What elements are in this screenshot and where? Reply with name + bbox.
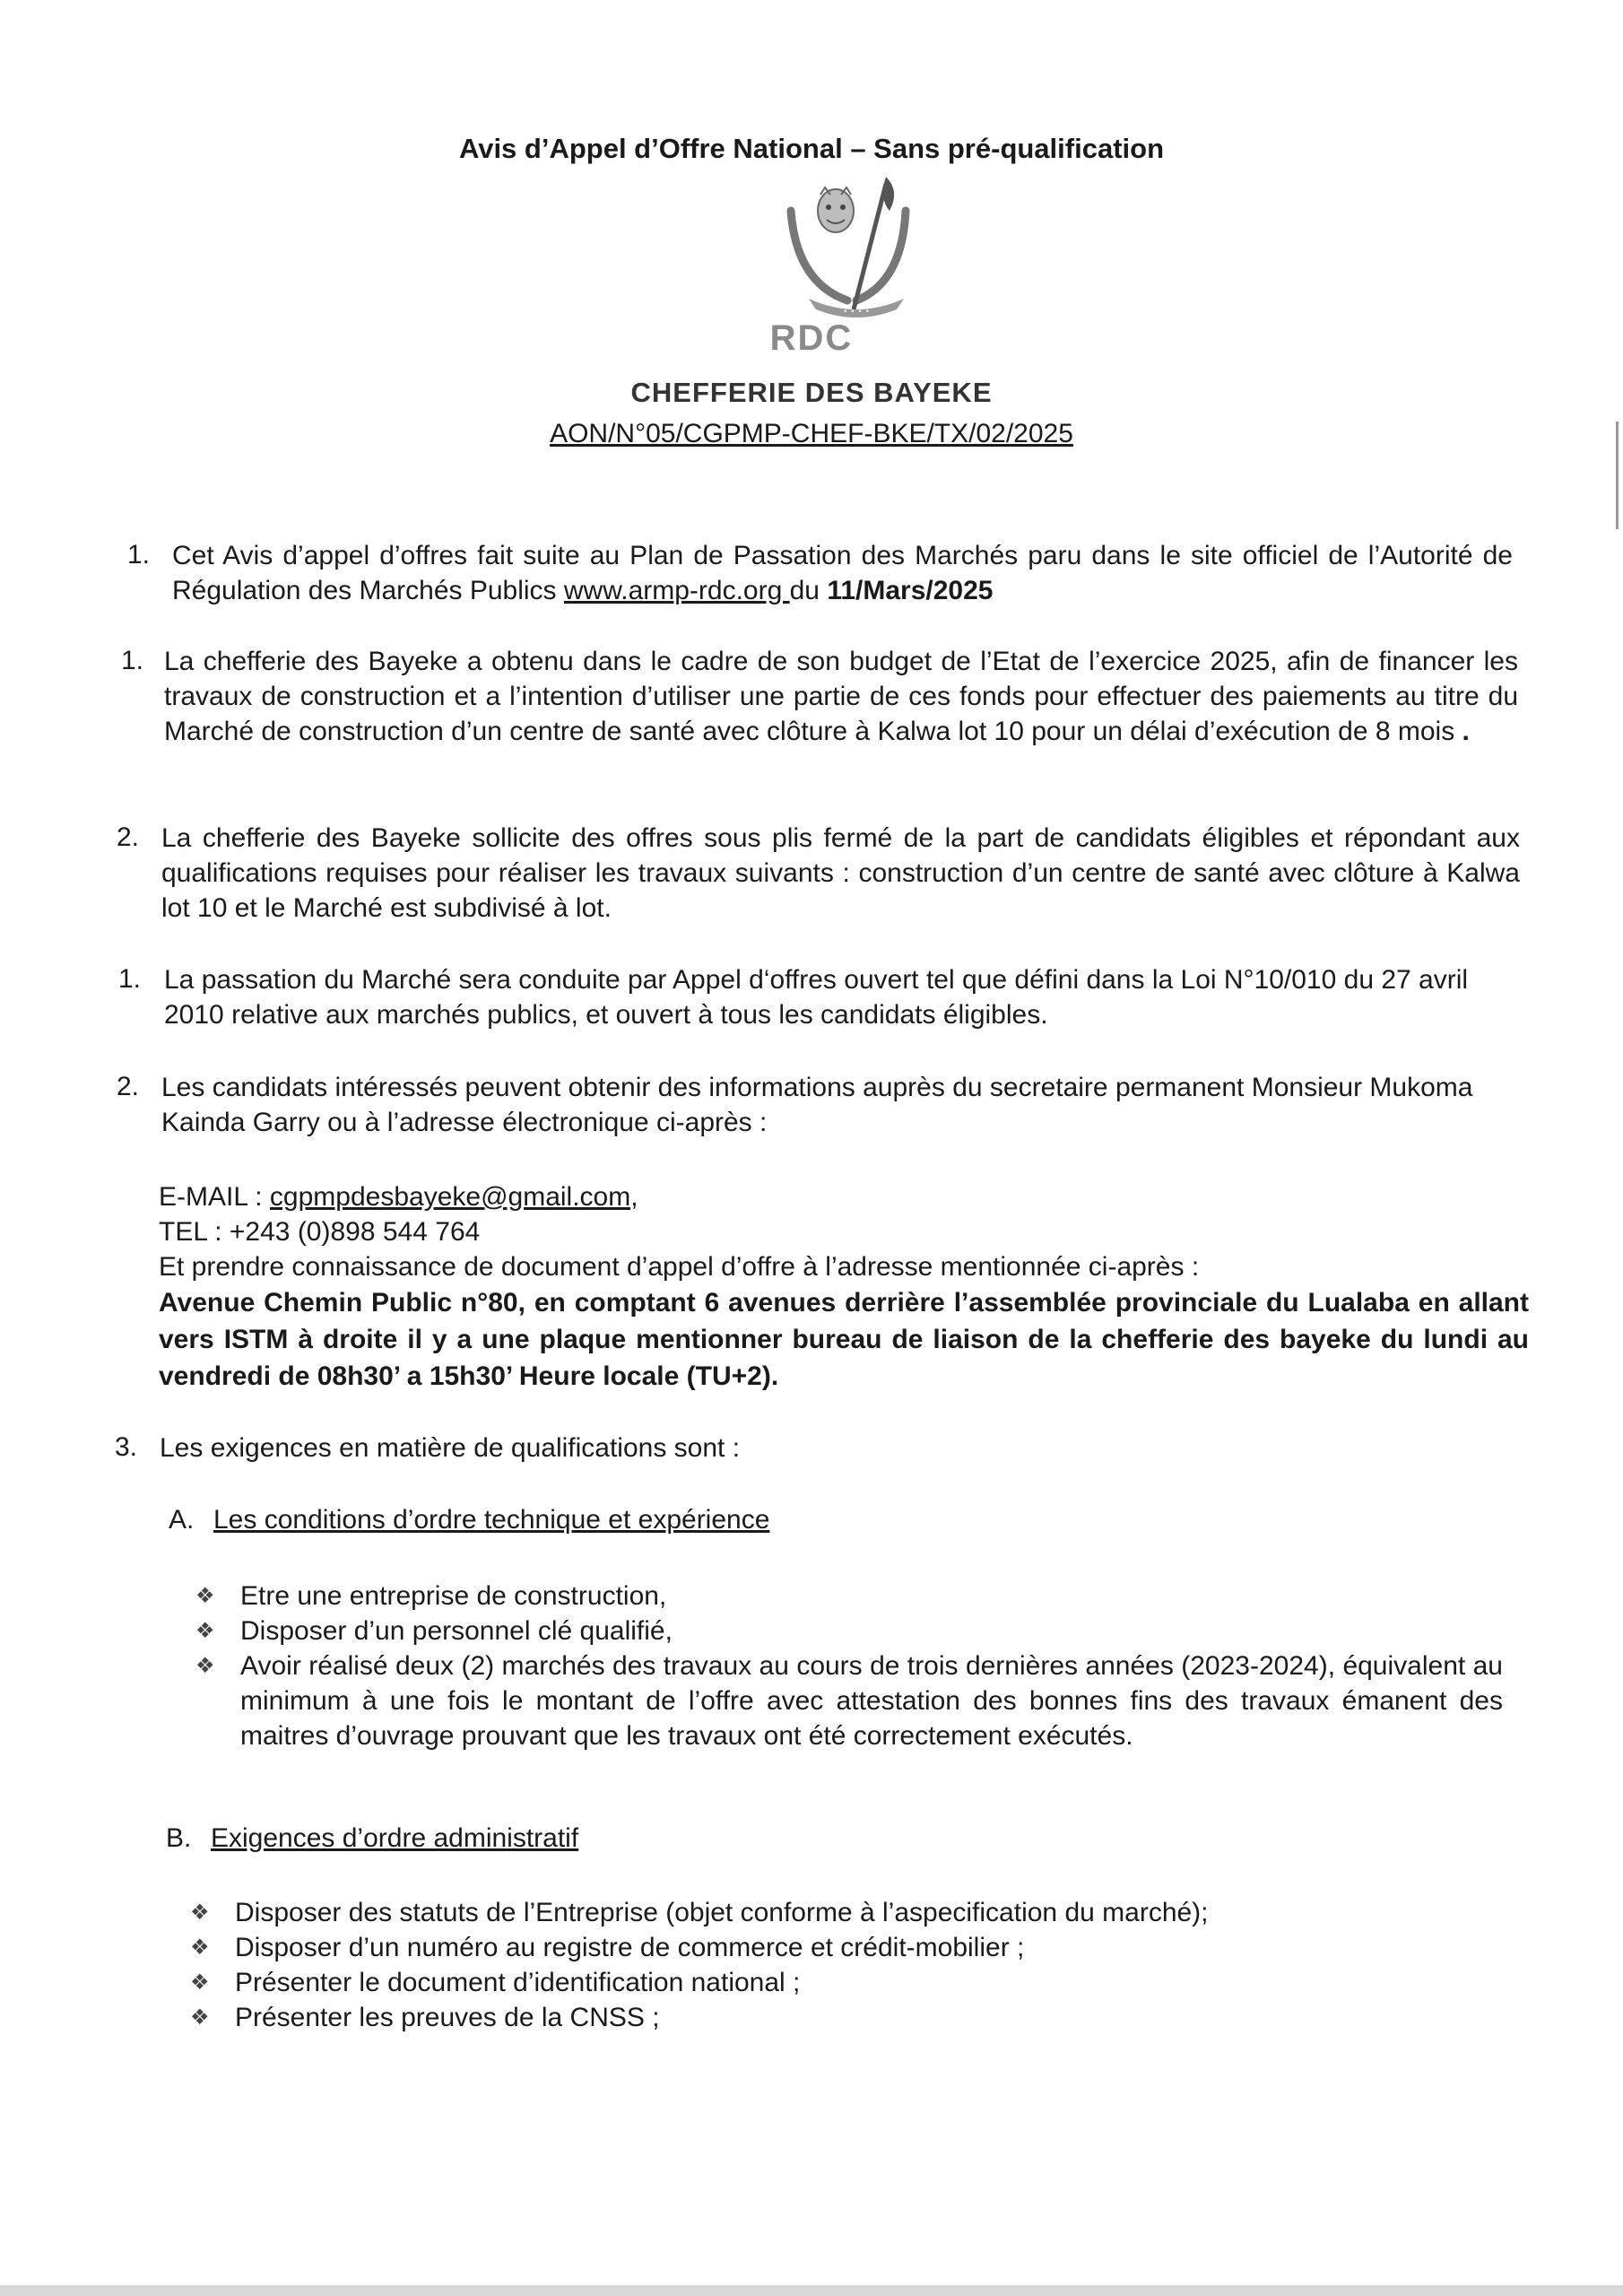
list-item: ❖ Disposer des statuts de l’Entreprise (objet conforme à l’aspecification du marché); <box>235 1895 1517 1930</box>
diamond-bullet-icon: ❖ <box>195 1584 215 1608</box>
section-a-letter: A. <box>169 1505 195 1535</box>
list-item: ❖ Présenter le document d’identification national ; <box>235 1965 1517 2000</box>
leopard-head-icon <box>818 187 854 232</box>
diamond-bullet-icon: ❖ <box>190 2005 210 2030</box>
scan-edge <box>1616 422 1619 529</box>
section-a-title: Les conditions d’ordre technique et expérience <box>213 1505 770 1535</box>
diamond-bullet-icon: ❖ <box>190 1900 210 1925</box>
item-text: Cet Avis d’appel d’offres fait suite au Plan de Passation des Marchés paru dans le site officiel de l’Autorité de Régulation des Marchés Publics www.armp-rdc.org du 11/Mars/2025 <box>172 541 1513 605</box>
contact-phone: TEL : +243 (0)898 544 764 <box>159 1217 481 1247</box>
coat-of-arms-emblem <box>771 175 942 327</box>
diamond-bullet-icon: ❖ <box>190 1970 210 1995</box>
item-text: Les exigences en matière de qualifications sont : <box>160 1433 741 1463</box>
item-number: 1. <box>127 540 151 570</box>
diamond-bullet-icon: ❖ <box>195 1619 215 1643</box>
reference-number: AON/N°05/CGPMP-CHEF-BKE/TX/02/2025 <box>550 419 1073 448</box>
organization-name: CHEFFERIE DES BAYEKE <box>630 377 993 408</box>
list-item: ❖ Avoir réalisé deux (2) marchés des travaux au cours de trois dernières années (2023-2024), équivalent au minimum à une fois le montant de l’offre avec attestation des bonnes fins des travaux émanent des maitres d’ouvrage prouvant que les travaux ont été correctement exécutés. <box>240 1648 1503 1753</box>
item-number: 2. <box>117 1072 140 1101</box>
item-text: La chefferie des Bayeke a obtenu dans le cadre de son budget de l’Etat de l’exercice 2025, afin de financer les travaux de construction et a l’intention d’utiliser une partie de ces fonds pour effectuer des paiements au titre du Marché de construction d’un centre de santé avec clôture à Kalwa lot 10 pour un délai d’exécution de 8 mois . <box>164 647 1518 746</box>
contact-email: E-MAIL : cgpmpdesbayeke@gmail.com, <box>159 1182 638 1212</box>
scan-border <box>0 2285 1623 2296</box>
list-item: ❖ Disposer d’un personnel clé qualifié, <box>240 1613 1523 1648</box>
item-number: 3. <box>115 1432 138 1462</box>
list-item: ❖ Présenter les preuves de la CNSS ; <box>235 2000 1517 2035</box>
item-number: 2. <box>117 822 140 852</box>
svg-text:• • • •: • • • • <box>843 308 870 317</box>
armp-link[interactable]: www.armp-rdc.org <box>563 576 790 605</box>
item-number: 1. <box>121 646 144 675</box>
notice-title: Avis d’Appel d’Offre National – Sans pré-qualification <box>458 133 1165 164</box>
item-text: La passation du Marché sera conduite par Appel d‘offres ouvert tel que défini dans la Loi N°10/010 du 27 avril 2010 relative aux marchés publics, et ouvert à tous les candidats éligibles. <box>164 965 1469 1030</box>
item-text: La chefferie des Bayeke sollicite des offres sous plis fermé de la part de candidats éligibles et répondant aux qualifications requises pour réaliser les travaux suivants : construction d’un centre de santé avec clôture à Kalwa lot 10 et le Marché est subdivisé à lot. <box>161 823 1520 923</box>
list-item: ❖ Disposer d’un numéro au registre de commerce et crédit-mobilier ; <box>235 1930 1517 1965</box>
list-item: ❖ Etre une entreprise de construction, <box>240 1578 1523 1613</box>
section-b-title: Exigences d’ordre administratif <box>211 1823 579 1853</box>
emblem-label: RDC <box>769 318 854 358</box>
section-b-letter: B. <box>166 1823 192 1853</box>
item-number: 1. <box>118 964 142 994</box>
item-text: Les candidats intéressés peuvent obtenir des informations auprès du secretaire permanent Monsieur Mukoma Kainda Garry ou à l’adresse électronique ci-après : <box>161 1073 1473 1137</box>
diamond-bullet-icon: ❖ <box>195 1654 215 1678</box>
office-address: Avenue Chemin Public n°80, en comptant 6 avenues derrière l’assemblée provinciale du Lualaba en allant vers ISTM à droite il y a une plaque mentionner bureau de liaison de la chefferie des bayeke du lundi au vendredi de 08h30’ a 15h30’ Heure locale (TU+2). <box>159 1288 1529 1391</box>
consult-instruction: Et prendre connaissance de document d’appel d’offre à l’adresse mentionnée ci-après : <box>159 1252 1200 1282</box>
diamond-bullet-icon: ❖ <box>190 1935 210 1960</box>
email-link[interactable]: cgpmpdesbayeke@gmail.com, <box>269 1182 638 1212</box>
